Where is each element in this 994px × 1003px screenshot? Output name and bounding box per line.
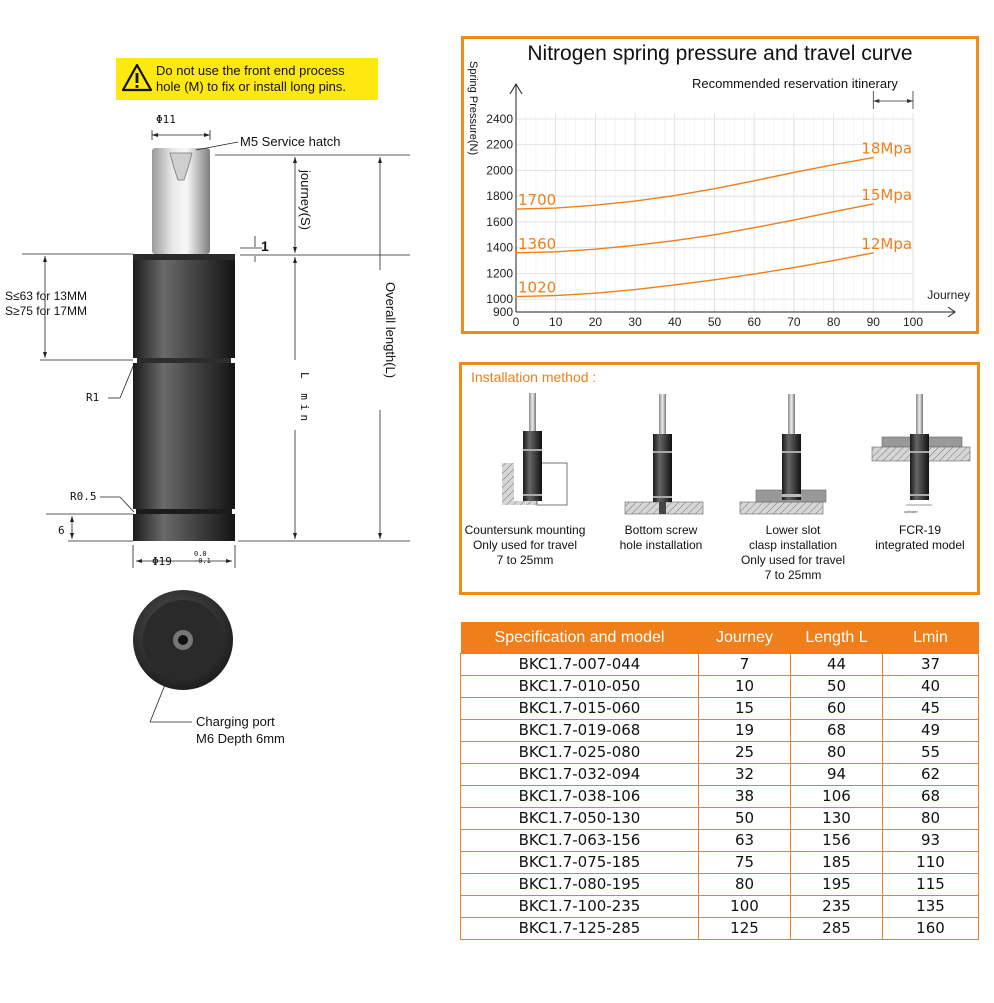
caption-bottom-screw: Bottom screw hole installation xyxy=(619,523,703,552)
charging-port-label-1: Charging port xyxy=(196,714,275,729)
x-tick-label: 20 xyxy=(588,315,603,329)
cell-lmin: 55 xyxy=(883,742,979,764)
installation-title: Installation method : xyxy=(471,369,597,385)
y-tick-label: 2400 xyxy=(486,112,513,126)
x-tick-label: 70 xyxy=(787,315,801,329)
y-tick-label: 900 xyxy=(492,305,513,319)
header-journey: Journey xyxy=(699,622,791,654)
charging-port-label-2: M6 Depth 6mm xyxy=(196,731,285,746)
cell-model: BKC1.7-050-130 xyxy=(461,808,699,830)
chart-subtitle: Recommended reservation itinerary xyxy=(692,76,898,91)
y-tick-label: 2000 xyxy=(486,163,513,178)
table-row xyxy=(461,654,979,676)
cell-lmin: 93 xyxy=(883,830,979,852)
data-point xyxy=(714,234,715,235)
table-row xyxy=(461,764,979,786)
cell-length: 44 xyxy=(791,654,883,676)
cell-length: 185 xyxy=(791,852,883,874)
x-tick-label: 40 xyxy=(668,315,682,329)
table-header-row xyxy=(461,622,979,654)
series-name-label: 15Mpa xyxy=(861,185,913,204)
cell-journey: 15 xyxy=(699,698,791,720)
cylinder-base xyxy=(133,514,235,541)
pressure-chart-panel xyxy=(461,36,979,334)
table-row xyxy=(461,698,979,720)
spring-drawing xyxy=(0,0,450,760)
table-row xyxy=(461,720,979,742)
series-start-label: 1360 xyxy=(518,234,557,253)
data-point xyxy=(793,219,794,220)
cell-length: 130 xyxy=(791,808,883,830)
overall-length-label: Overall length(L) xyxy=(383,282,398,379)
installation-panel xyxy=(459,362,980,595)
table-row xyxy=(461,676,979,698)
data-point xyxy=(833,211,834,212)
spec-table-body xyxy=(461,654,979,940)
warning-text: Do not use the front end process hole (M) to fix or install long pins. xyxy=(156,63,347,94)
r1-label: R1 xyxy=(86,391,100,404)
x-tick-label: 60 xyxy=(747,315,761,329)
cell-lmin: 160 xyxy=(883,918,979,940)
spec-table xyxy=(460,622,979,940)
phi19-label: Φ19 xyxy=(152,555,172,568)
phi11-label: Φ11 xyxy=(156,113,176,126)
chart-plot xyxy=(464,39,976,331)
one-mm-label: 1 xyxy=(261,238,269,254)
table-row xyxy=(461,742,979,764)
data-point xyxy=(714,279,715,280)
data-point xyxy=(674,195,675,196)
data-point xyxy=(595,249,596,250)
data-point xyxy=(635,200,636,201)
cell-length: 80 xyxy=(791,742,883,764)
tolerance-label: 0.0 -0.1 xyxy=(194,550,211,565)
caption-fcr19: FCR-19 integrated model xyxy=(875,523,965,552)
chart-xlabel: Journey xyxy=(927,288,970,302)
cell-lmin: 62 xyxy=(883,764,979,786)
data-point xyxy=(833,260,834,261)
fcr19-illustration xyxy=(872,394,970,505)
cell-journey: 125 xyxy=(699,918,791,940)
caption-lower-slot: Lower slot clasp installation Only used for travel 7 to 25mm xyxy=(740,523,846,582)
cell-journey: 63 xyxy=(699,830,791,852)
x-tick-label: 0 xyxy=(512,315,520,329)
reservation-arrow-left xyxy=(873,99,879,103)
cell-lmin: 49 xyxy=(883,720,979,742)
cell-model: BKC1.7-015-060 xyxy=(461,698,699,720)
cell-length: 68 xyxy=(791,720,883,742)
cell-lmin: 37 xyxy=(883,654,979,676)
y-tick-label: 1400 xyxy=(486,240,513,255)
y-tick-label: 1600 xyxy=(486,214,513,229)
x-tick-label: 10 xyxy=(549,315,563,329)
cell-model: BKC1.7-025-080 xyxy=(461,742,699,764)
table-row xyxy=(461,896,979,918)
journey-s-label: journey(S) xyxy=(298,170,313,230)
cell-model: BKC1.7-032-094 xyxy=(461,764,699,786)
cell-journey: 75 xyxy=(699,852,791,874)
cell-lmin: 115 xyxy=(883,874,979,896)
cell-journey: 100 xyxy=(699,896,791,918)
x-tick-label: 100 xyxy=(902,315,924,329)
cell-length: 195 xyxy=(791,874,883,896)
cell-model: BKC1.7-080-195 xyxy=(461,874,699,896)
cell-model: BKC1.7-019-068 xyxy=(461,720,699,742)
data-point xyxy=(714,188,715,189)
cell-model: BKC1.7-125-285 xyxy=(461,918,699,940)
table-row xyxy=(461,786,979,808)
six-label: 6 xyxy=(58,524,65,537)
data-point xyxy=(515,296,516,297)
cell-lmin: 40 xyxy=(883,676,979,698)
data-point xyxy=(674,284,675,285)
lower-slot-clasp-illustration xyxy=(740,394,826,514)
cell-length: 106 xyxy=(791,786,883,808)
cell-length: 285 xyxy=(791,918,883,940)
cell-lmin: 135 xyxy=(883,896,979,918)
stroke-rule-1: S≤63 for 13MM xyxy=(5,289,87,303)
data-point xyxy=(754,227,755,228)
table-row xyxy=(461,852,979,874)
cell-length: 50 xyxy=(791,676,883,698)
cell-journey: 25 xyxy=(699,742,791,764)
bottom-screw-illustration xyxy=(625,394,703,514)
cell-lmin: 68 xyxy=(883,786,979,808)
cell-lmin: 45 xyxy=(883,698,979,720)
cell-lmin: 80 xyxy=(883,808,979,830)
lmin-label: L min xyxy=(298,372,311,426)
data-point xyxy=(515,252,516,253)
table-row xyxy=(461,918,979,940)
header-length: Length L xyxy=(791,622,883,654)
caption-countersunk: Countersunk mounting Only used for travel 7 to 25mm xyxy=(464,523,586,567)
reservation-arrow-right xyxy=(907,99,913,103)
data-point xyxy=(515,208,516,209)
data-point xyxy=(833,164,834,165)
x-tick-label: 30 xyxy=(628,315,642,329)
r05-label: R0.5 xyxy=(70,490,97,503)
data-point xyxy=(754,180,755,181)
y-tick-label: 2200 xyxy=(486,137,513,152)
cell-model: BKC1.7-075-185 xyxy=(461,852,699,874)
series-name-label: 12Mpa xyxy=(861,234,913,253)
cell-length: 235 xyxy=(791,896,883,918)
stroke-rule-2: S≥75 for 17MM xyxy=(5,304,87,318)
data-point xyxy=(595,205,596,206)
data-point xyxy=(635,289,636,290)
cell-journey: 19 xyxy=(699,720,791,742)
cell-length: 156 xyxy=(791,830,883,852)
cell-model: BKC1.7-063-156 xyxy=(461,830,699,852)
table-row xyxy=(461,830,979,852)
cell-model: BKC1.7-010-050 xyxy=(461,676,699,698)
y-tick-label: 1800 xyxy=(486,189,513,204)
data-point xyxy=(635,245,636,246)
header-spec-model: Specification and model xyxy=(461,622,699,654)
cell-journey: 10 xyxy=(699,676,791,698)
service-hatch-label: M5 Service hatch xyxy=(240,134,341,149)
cylinder-tiny-label: cylinder xyxy=(904,509,918,514)
chart-title: Nitrogen spring pressure and travel curve xyxy=(527,42,913,65)
data-point xyxy=(793,172,794,173)
cylinder-body-upper xyxy=(133,260,235,358)
series-start-label: 1700 xyxy=(518,191,557,210)
table-row xyxy=(461,808,979,830)
data-point xyxy=(595,293,596,294)
cell-length: 94 xyxy=(791,764,883,786)
cell-model: BKC1.7-038-106 xyxy=(461,786,699,808)
header-lmin: Lmin xyxy=(883,622,979,654)
cell-journey: 38 xyxy=(699,786,791,808)
y-tick-label: 1000 xyxy=(486,292,513,307)
chart-ylabel: Spring Pressure(N) xyxy=(467,61,479,156)
countersunk-mount-illustration xyxy=(502,393,567,505)
series-start-label: 1020 xyxy=(518,278,557,297)
cell-journey: 32 xyxy=(699,764,791,786)
data-point xyxy=(754,273,755,274)
cell-lmin: 110 xyxy=(883,852,979,874)
cell-model: BKC1.7-100-235 xyxy=(461,896,699,918)
data-point xyxy=(793,267,794,268)
x-tick-label: 50 xyxy=(707,315,722,329)
x-tick-label: 80 xyxy=(826,315,841,329)
data-point xyxy=(674,240,675,241)
y-tick-label: 1200 xyxy=(486,266,513,281)
x-tick-label: 90 xyxy=(866,315,880,329)
cell-journey: 7 xyxy=(699,654,791,676)
cell-model: BKC1.7-007-044 xyxy=(461,654,699,676)
cell-length: 60 xyxy=(791,698,883,720)
cylinder-body-lower xyxy=(133,363,235,509)
cell-journey: 50 xyxy=(699,808,791,830)
cell-journey: 80 xyxy=(699,874,791,896)
table-row xyxy=(461,874,979,896)
series-name-label: 18Mpa xyxy=(861,139,913,158)
